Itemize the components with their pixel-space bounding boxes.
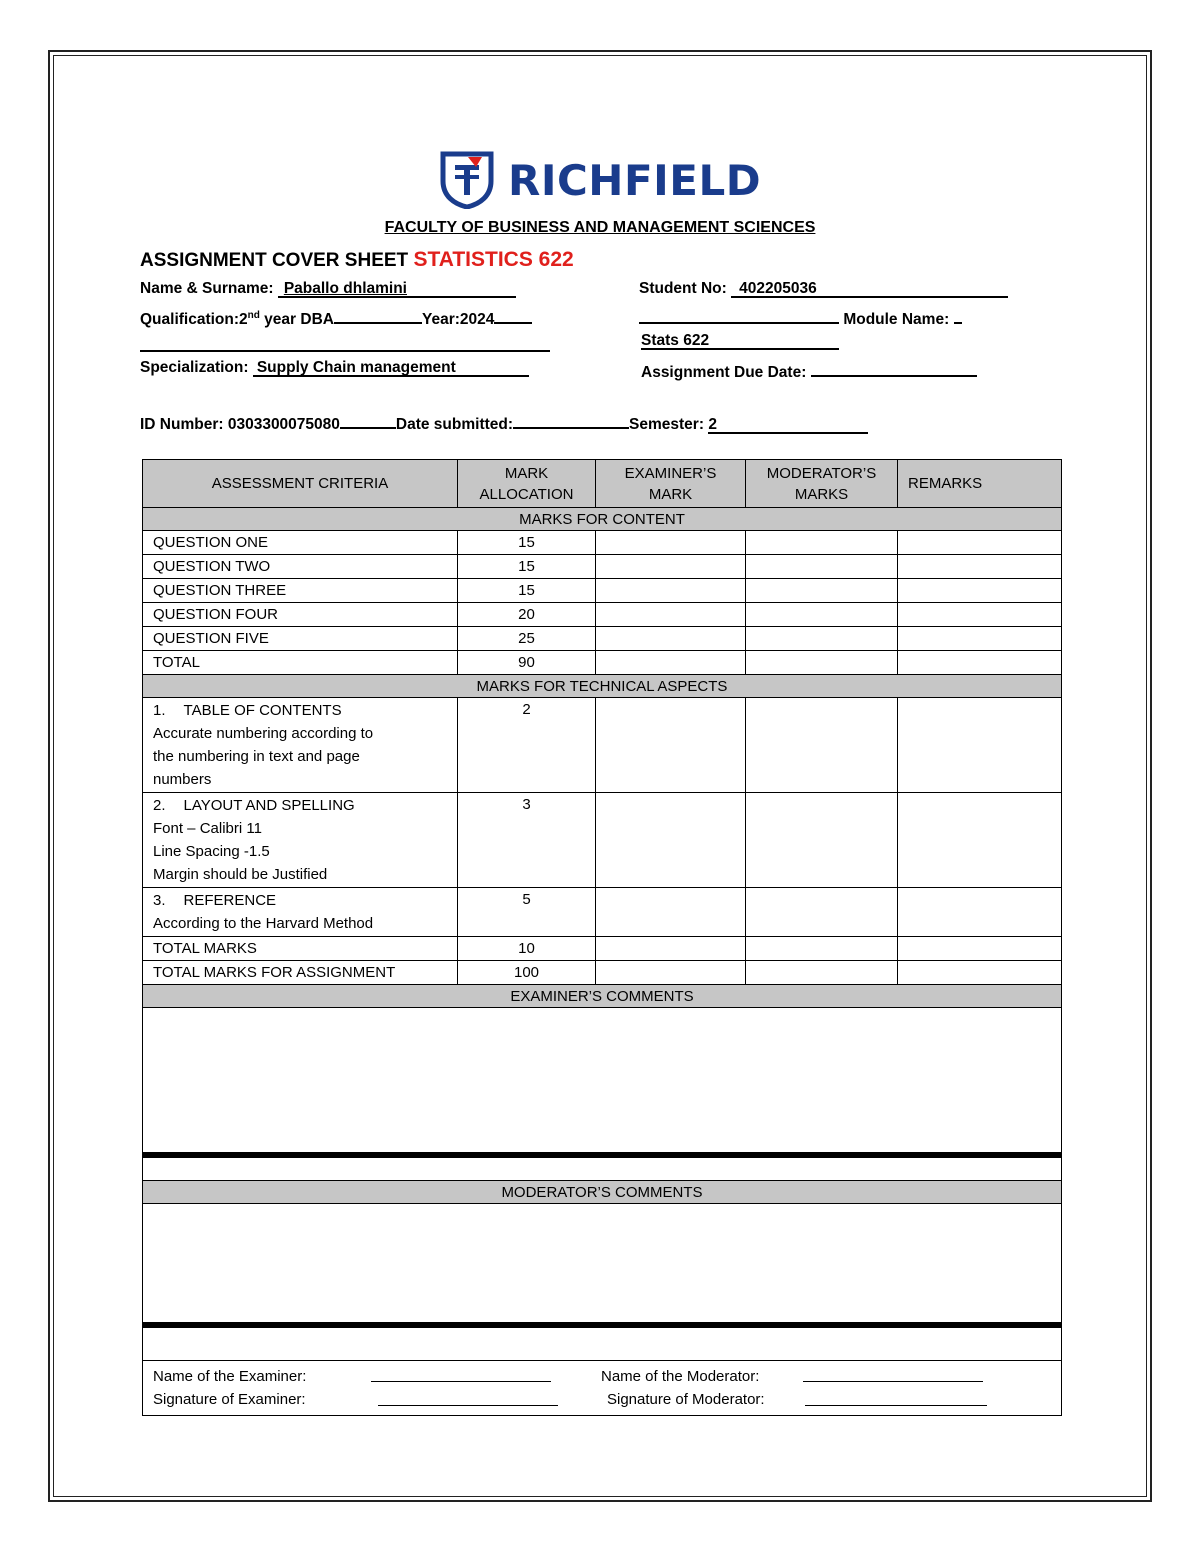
table-row (143, 698, 1062, 793)
remarks-cell[interactable] (898, 888, 1062, 937)
moderator-sig-label: Signature of Moderator: (607, 1391, 765, 1408)
remarks-cell[interactable] (898, 651, 1062, 675)
specialization-line (253, 359, 529, 377)
section-technical-label: MARKS FOR TECHNICAL ASPECTS (143, 675, 1062, 698)
remarks-cell[interactable] (898, 603, 1062, 627)
criteria-detail: According to the Harvard Method (153, 915, 374, 932)
name-label: Name & Surname: (140, 280, 274, 297)
blank-row (143, 1155, 1062, 1181)
header-remarks: REMARKS (898, 460, 1062, 508)
mark-cell: 15 (458, 579, 596, 603)
examiner-mark-cell[interactable] (596, 603, 746, 627)
title-module: STATISTICS 622 (413, 248, 574, 271)
student-no-field (639, 280, 1008, 298)
mark-cell: 2 (458, 698, 596, 793)
table-row (143, 579, 1062, 603)
table-row (143, 603, 1062, 627)
criteria-cell: QUESTION THREE (143, 579, 458, 603)
qualification-sup: nd (247, 309, 260, 321)
semester-value: 2 (708, 416, 717, 433)
technical-rows (143, 698, 1062, 937)
name-value: Paballo dhlamini (283, 280, 407, 297)
moderator-mark-cell[interactable] (746, 698, 898, 793)
criteria-cell (143, 793, 458, 888)
examiner-name-label: Name of the Examiner: (153, 1368, 307, 1385)
criteria-cell: QUESTION ONE (143, 531, 458, 555)
examiner-comments-box (143, 1008, 1062, 1156)
moderator-mark-cell[interactable] (746, 888, 898, 937)
specialization-label: Specialization: (140, 359, 249, 376)
criteria-cell: QUESTION FIVE (143, 627, 458, 651)
examiner-mark-cell[interactable] (596, 555, 746, 579)
qualification-continuation (140, 334, 550, 357)
criteria-cell (143, 698, 458, 793)
qualification-line-2 (140, 334, 550, 352)
examiner-name-line[interactable] (371, 1381, 551, 1382)
module-short-line (954, 306, 962, 324)
examiner-comments-area[interactable] (143, 1008, 1062, 1156)
moderator-mark-cell[interactable] (746, 627, 898, 651)
section-content-label: MARKS FOR CONTENT (143, 508, 1062, 531)
criteria-number: 3. (153, 892, 166, 909)
semester-label: Semester: (629, 416, 704, 433)
table-row (143, 627, 1062, 651)
header-criteria: ASSESSMENT CRITERIA (143, 460, 458, 508)
date-submitted-label: Date submitted: (395, 416, 514, 433)
table-row (143, 937, 1062, 961)
moderator-mark-cell[interactable] (746, 531, 898, 555)
examiner-mark-cell[interactable] (596, 888, 746, 937)
criteria-detail: Line Spacing -1.5 (153, 843, 270, 860)
mark-cell: 5 (458, 888, 596, 937)
due-date-field (641, 359, 977, 382)
logo-text: RICHFIELD (508, 155, 762, 205)
semester-line (708, 416, 868, 434)
name-line (278, 280, 516, 298)
moderator-mark-cell[interactable] (746, 793, 898, 888)
criteria-title: REFERENCE (183, 892, 277, 909)
criteria-number: 1. (153, 702, 166, 719)
criteria-detail: Accurate numbering according to (153, 725, 374, 742)
content-rows (143, 531, 1062, 675)
page-title (140, 248, 574, 272)
table-row (143, 888, 1062, 937)
criteria-cell: TOTAL (143, 651, 458, 675)
id-number: ID Number: 0303300075080 (140, 416, 340, 433)
table-row (143, 793, 1062, 888)
header-examiner-mark: EXAMINER’S MARK (596, 460, 746, 508)
due-date-line (811, 359, 977, 377)
total-assignment-label: TOTAL MARKS FOR ASSIGNMENT (143, 961, 458, 985)
criteria-detail: numbers (153, 771, 212, 788)
assessment-table (142, 459, 1062, 1416)
specialization-value: Supply Chain management (256, 359, 456, 376)
empty-cell[interactable] (596, 961, 746, 985)
moderator-mark-cell[interactable] (746, 555, 898, 579)
table-row (143, 651, 1062, 675)
empty-cell[interactable] (898, 937, 1062, 961)
year-label: Year:2024 (421, 311, 495, 328)
blank-row (143, 1325, 1062, 1361)
remarks-cell[interactable] (898, 531, 1062, 555)
moderator-comments-box (143, 1204, 1062, 1326)
section-row (143, 508, 1062, 531)
module-name-value: Stats 622 (641, 332, 710, 349)
section-row (143, 675, 1062, 698)
module-name-value-field (641, 332, 839, 350)
due-date-label: Assignment Due Date: (641, 364, 807, 381)
moderator-sig-line[interactable] (805, 1405, 987, 1406)
examiner-mark-cell[interactable] (596, 651, 746, 675)
section-row (143, 1181, 1062, 1204)
table-row (143, 531, 1062, 555)
moderator-mark-cell[interactable] (746, 651, 898, 675)
empty-cell[interactable] (596, 937, 746, 961)
remarks-cell[interactable] (898, 698, 1062, 793)
criteria-cell: QUESTION FOUR (143, 603, 458, 627)
module-line (639, 306, 839, 324)
header-moderator-marks: MODERATOR’S MARKS (746, 460, 898, 508)
module-name-field (639, 306, 962, 329)
table-row (143, 555, 1062, 579)
specialization-field (140, 359, 529, 377)
title-text: ASSIGNMENT COVER SHEET (140, 250, 409, 271)
mark-cell: 90 (458, 651, 596, 675)
criteria-cell: QUESTION TWO (143, 555, 458, 579)
qualification-line (334, 306, 422, 324)
total-marks-label: TOTAL MARKS (143, 937, 458, 961)
student-no-label: Student No: (639, 280, 727, 297)
moderator-name-label: Name of the Moderator: (601, 1368, 760, 1385)
id-line (340, 411, 396, 429)
signature-row (143, 1361, 1062, 1416)
remarks-cell[interactable] (898, 627, 1062, 651)
spacer-row (143, 1325, 1062, 1361)
empty-cell[interactable] (898, 961, 1062, 985)
moderator-comments-heading: MODERATOR’S COMMENTS (143, 1181, 1062, 1204)
examiner-sig-line[interactable] (378, 1405, 558, 1406)
section-row (143, 985, 1062, 1008)
moderator-mark-cell[interactable] (746, 603, 898, 627)
remarks-cell[interactable] (898, 579, 1062, 603)
total-marks-value: 10 (458, 937, 596, 961)
richfield-logo (440, 150, 770, 210)
examiner-comments-heading: EXAMINER’S COMMENTS (143, 985, 1062, 1008)
examiner-mark-cell[interactable] (596, 793, 746, 888)
criteria-title: TABLE OF CONTENTS (183, 702, 342, 719)
date-submitted-line (513, 411, 629, 429)
year-line (494, 306, 532, 324)
qualification-rest: year DBA (259, 311, 334, 328)
shield-icon (440, 151, 494, 209)
moderator-mark-cell[interactable] (746, 579, 898, 603)
examiner-sig-label: Signature of Examiner: (153, 1391, 306, 1408)
mark-cell: 25 (458, 627, 596, 651)
header-mark-allocation: MARK ALLOCATION (458, 460, 596, 508)
signature-block (143, 1361, 1062, 1416)
name-field (140, 280, 516, 298)
student-no-value: 402205036 (739, 280, 817, 297)
criteria-title: LAYOUT AND SPELLING (183, 797, 355, 814)
remarks-cell[interactable] (898, 555, 1062, 579)
criteria-detail: the numbering in text and page (153, 748, 360, 765)
mark-cell: 20 (458, 603, 596, 627)
table-header-row (143, 460, 1062, 508)
mark-cell: 15 (458, 555, 596, 579)
remarks-cell[interactable] (898, 793, 1062, 888)
criteria-number: 2. (153, 797, 166, 814)
student-no-line (731, 280, 1008, 298)
examiner-mark-cell[interactable] (596, 698, 746, 793)
module-value-line (641, 332, 839, 350)
examiner-mark-cell[interactable] (596, 579, 746, 603)
empty-cell[interactable] (746, 961, 898, 985)
qualification-field (140, 306, 532, 329)
module-name-label: Module Name: (843, 311, 950, 328)
mark-cell: 3 (458, 793, 596, 888)
total-assignment-value: 100 (458, 961, 596, 985)
examiner-mark-cell[interactable] (596, 627, 746, 651)
moderator-comments-area[interactable] (143, 1204, 1062, 1326)
id-row (140, 411, 868, 434)
spacer-row (143, 1155, 1062, 1181)
examiner-mark-cell[interactable] (596, 531, 746, 555)
table-row (143, 961, 1062, 985)
moderator-name-line[interactable] (803, 1381, 983, 1382)
faculty-heading: FACULTY OF BUSINESS AND MANAGEMENT SCIENCES (384, 219, 816, 236)
criteria-cell (143, 888, 458, 937)
criteria-detail: Font – Calibri 11 (153, 820, 262, 837)
criteria-detail: Margin should be Justified (153, 866, 328, 883)
empty-cell[interactable] (746, 937, 898, 961)
qualification-label: Qualification:2 (140, 311, 248, 328)
mark-cell: 15 (458, 531, 596, 555)
